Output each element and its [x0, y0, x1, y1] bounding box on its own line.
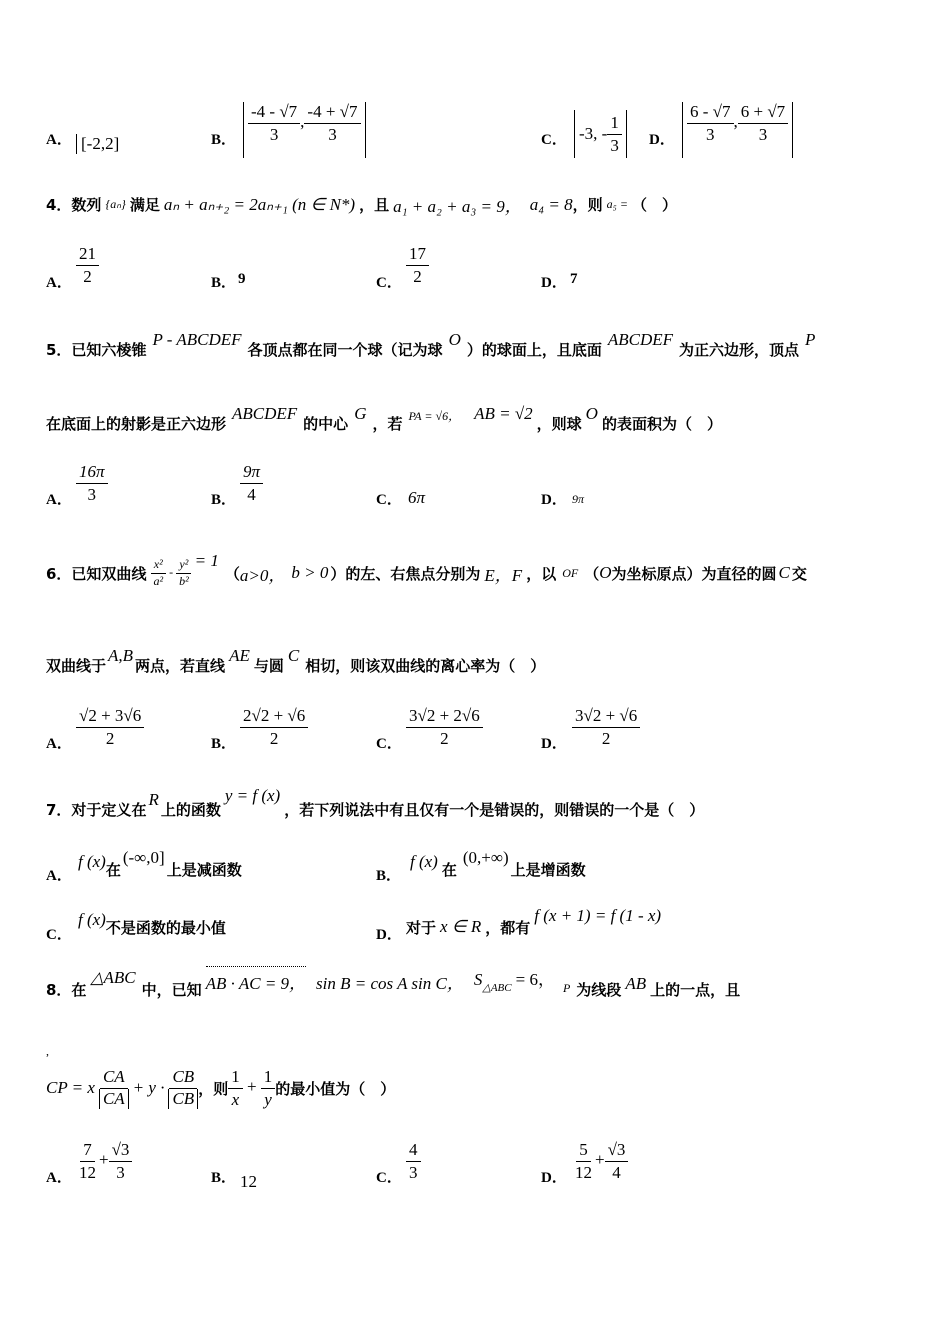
- q8-option-b-value: 12: [240, 1172, 257, 1191]
- q7-option-a: [78, 848, 242, 882]
- q6-option-b-num: 2√2 + √6: [240, 706, 308, 728]
- q3-option-d-num1: 6 - √7: [687, 102, 734, 124]
- q5-base: ABCDEF: [607, 330, 674, 349]
- q4-option-b-label: B．: [211, 275, 237, 291]
- q4-option-c-label: C．: [376, 275, 402, 291]
- q4-option-d-value: 7: [570, 271, 578, 287]
- q7-option-d: [406, 906, 661, 940]
- q6-option-c-label: C．: [376, 736, 402, 752]
- q3-option-d-value: $\frac{6 - √7}{3}$ , $\frac{6 + √7}{3}$: [682, 102, 793, 158]
- q8-comma: ,: [46, 1044, 49, 1058]
- q6-text-3: （: [584, 564, 600, 583]
- q8-cb-den: CB: [168, 1089, 198, 1109]
- q8-option-d-label: D．: [541, 1170, 567, 1186]
- q8-one-a: 1: [228, 1067, 243, 1089]
- q4-text-2: ，且: [359, 196, 390, 214]
- q3-option-b-value: $\frac{-4 - √7}{3}$ , $\frac{-4 + √7}{3}$: [243, 102, 366, 158]
- q7-option-b: [410, 848, 586, 882]
- q8-option-c-num: 4: [406, 1140, 421, 1162]
- q8-ca-frac: [99, 1067, 129, 1108]
- q5-text-3: 为正六边形，顶点: [679, 341, 800, 359]
- q5-line-1: [46, 330, 815, 360]
- q3-option-d-label: D．: [649, 132, 675, 148]
- q8-option-a-n1: 7: [80, 1140, 95, 1162]
- q6-line2-text-3: 与圆: [253, 657, 284, 675]
- q5-option-a-label: A．: [46, 492, 72, 508]
- q3-option-d-den2: 3: [758, 124, 768, 144]
- q7-text-1: 上的函数: [160, 801, 221, 819]
- q8-option-c-den: 3: [409, 1162, 418, 1182]
- q3-option-b-num2: -4 + √7: [304, 102, 360, 124]
- q7-option-a-fx: f (x): [78, 852, 106, 871]
- q7-option-b-text-2: 上是增函数: [510, 861, 586, 879]
- q8-option-c-label: C．: [376, 1170, 402, 1186]
- q7-option-b-fx: f (x): [410, 852, 438, 871]
- q6-option-d-label: D．: [541, 736, 567, 752]
- q4-formula-1: aₙ + aₙ₊₂ = 2aₙ₊₁ (n ∈ N*): [163, 194, 356, 214]
- q4-option-c-num: 17: [406, 244, 429, 266]
- q3-option-c-value: [574, 110, 627, 158]
- q5-pyramid: P - ABCDEF: [152, 330, 242, 349]
- q6-y-num: y²: [176, 558, 191, 574]
- q6-text-2: ，以: [526, 564, 557, 583]
- q8-area-sub: △ABC: [482, 982, 512, 994]
- q8-cb-num: CB: [169, 1067, 197, 1089]
- q6-line2-text-1: 双曲线于: [46, 657, 107, 675]
- q6-cond-b: b > 0: [291, 563, 329, 582]
- q5-pa: PA = √6，: [408, 409, 461, 423]
- q4-option-a-den: 2: [83, 266, 92, 286]
- q6-cond-open: （: [224, 564, 240, 583]
- q7-option-c-text-2: 不是函数的最小值: [105, 919, 226, 937]
- q4-option-c-value: [406, 244, 429, 286]
- q6-option-c-den: 2: [440, 728, 449, 748]
- q8-ca-den: CA: [99, 1089, 129, 1109]
- q8-area: S: [473, 970, 483, 989]
- q5-option-a-value: [76, 462, 108, 504]
- q3-option-a-label: A．: [46, 132, 72, 148]
- q7-option-d-text-2: ，都有: [485, 919, 531, 937]
- q8-option-d-d1: 12: [575, 1162, 592, 1182]
- q8-segment-ab: AB: [625, 974, 647, 993]
- q5-option-a-num: 16π: [76, 462, 108, 484]
- q8-option-a-value: $\frac{7}{12}$ + $\frac{√3}{3}$: [76, 1140, 132, 1182]
- q8-line-2: [46, 1058, 395, 1118]
- q8-x: x: [231, 1089, 240, 1109]
- q6-ae: AE: [229, 646, 250, 665]
- q8-one-b: 1: [261, 1067, 276, 1089]
- q7-option-b-text-1: 在: [441, 861, 457, 879]
- q5-sphere-o-2: O: [585, 404, 598, 423]
- q6-of: OF: [562, 565, 579, 580]
- q7-option-d-text-1: 对于: [406, 919, 437, 937]
- q8-area-value: = 6，: [515, 970, 555, 989]
- q5-line2-text-4: ，则球: [536, 415, 582, 433]
- q6-equation: $\frac{\text{x²}}{\text{a²}}$ - $\frac{\text{y²}}{\text{b²}}$ = 1: [150, 558, 218, 589]
- q5-text-1: 各顶点都在同一个球（记为球: [247, 341, 443, 359]
- q3-option-c-val1: -3, -: [579, 124, 608, 143]
- q5-vertex-p: P: [805, 330, 816, 349]
- q3-option-b-den1: 3: [269, 124, 279, 144]
- q8-option-d-d2: 4: [612, 1162, 621, 1182]
- q8-option-c-value: [406, 1140, 421, 1182]
- q6-option-d-den: 2: [601, 728, 611, 748]
- q8-point-p: P: [562, 981, 571, 995]
- q5-base-2: ABCDEF: [232, 404, 298, 423]
- q6-option-d-num: 3√2 + √6: [572, 706, 640, 728]
- q6-prefix: 6．已知双曲线: [46, 564, 147, 583]
- q8-text-4: ，则: [198, 1079, 229, 1098]
- q3-option-c-fn: 1: [607, 113, 622, 135]
- q8-dot-product: AB · AC = 9，: [206, 966, 306, 994]
- q5-line2-text-5: 的表面积为（ ）: [601, 415, 722, 433]
- q7-option-c-fx: f (x): [78, 910, 106, 929]
- q8-recip-sum: $\frac{1}{x}$ + $\frac{1}{y}$: [228, 1067, 275, 1109]
- q5-option-a-den: 3: [87, 484, 97, 504]
- q6-cond-a: a>0，: [239, 565, 286, 585]
- q8-cb-frac: [168, 1067, 198, 1108]
- q7-option-c: [78, 906, 226, 940]
- q3-option-d-num2: 6 + √7: [738, 102, 788, 124]
- q8-text-3: 上的一点，且: [650, 981, 741, 999]
- q3-option-b-label: B．: [211, 132, 237, 148]
- q6-origin: O: [599, 563, 612, 582]
- q5-line-2: [46, 404, 722, 434]
- q4-formula-3: a₄ = 8: [529, 194, 573, 214]
- q7-option-b-label: B．: [376, 868, 402, 884]
- q6-text-4: 为坐标原点）为直径的圆: [611, 564, 777, 583]
- q8-text-1: 中，已知: [141, 981, 202, 999]
- q4-option-a-num: 21: [76, 244, 99, 266]
- q5-text-2: ）的球面上，且底面: [466, 341, 602, 359]
- q3-option-d-den1: 3: [706, 124, 715, 144]
- q6-option-a-label: A．: [46, 736, 72, 752]
- q5-option-d-label: D．: [541, 492, 567, 508]
- q8-text-2: 为线段: [576, 981, 622, 999]
- q5-sphere-o: O: [448, 330, 461, 349]
- q6-option-a-num: √2 + 3√6: [76, 706, 144, 728]
- q6-line-1: [46, 550, 807, 596]
- q6-line-2: [46, 646, 545, 676]
- q7-option-d-label: D．: [376, 927, 402, 943]
- q7-r: R: [148, 790, 159, 809]
- q6-option-d-value: [572, 706, 640, 748]
- q8-line-1: [46, 966, 740, 1002]
- q7-text-2: ，若下列说法中有且仅有一个是错误的，则错误的一个是（ ）: [284, 801, 705, 819]
- q6-circle-c: C: [778, 563, 790, 582]
- q4-text-1: 满足: [129, 196, 160, 214]
- q7-stem: [46, 786, 705, 820]
- q8-option-a-d1: 12: [79, 1162, 96, 1182]
- q3-option-b-num1: -4 - √7: [248, 102, 300, 124]
- q6-foci: E，F: [484, 565, 523, 585]
- q8-sin-relation: sin B = cos A sin C，: [316, 974, 464, 993]
- q4-sequence: {aₙ}: [105, 197, 126, 211]
- q7-option-a-interval: (-∞,0]: [122, 848, 165, 867]
- q7-prefix: 7．对于定义在: [46, 801, 147, 819]
- q5-option-c-value: 6π: [408, 488, 426, 507]
- q8-option-b-label: B．: [211, 1170, 237, 1186]
- q7-option-a-text-1: 在: [105, 861, 121, 879]
- q5-center-g: G: [354, 404, 367, 423]
- q7-option-d-cond: x ∈ R: [440, 917, 482, 936]
- q7-option-c-label: C．: [46, 927, 72, 943]
- q6-option-c-value: [406, 706, 483, 748]
- q7-function: y = f (x): [224, 786, 281, 805]
- q6-line2-text-4: 相切，则该双曲线的离心率为（ ）: [305, 657, 546, 675]
- q6-option-a-den: 2: [105, 728, 115, 748]
- q4-option-b-value: 9: [238, 271, 246, 287]
- q6-line2-text-2: 两点，若直线: [135, 657, 226, 675]
- q5-line2-text-3: ，若: [372, 415, 403, 433]
- q8-option-d-n1: 5: [576, 1140, 591, 1162]
- q5-option-d-value: 9π: [572, 492, 585, 506]
- q8-option-d-n2: √3: [605, 1140, 629, 1162]
- q6-option-b-label: B．: [211, 736, 237, 752]
- q7-option-a-text-2: 上是减函数: [166, 861, 242, 879]
- q4-stem: [46, 192, 677, 217]
- q8-text-5: 的最小值为（ ）: [275, 1079, 396, 1098]
- q8-plus-y: + y ·: [132, 1078, 165, 1097]
- q6-y-den: b²: [179, 573, 189, 588]
- q4-formula-2: a₁ + a₂ + a₃ = 9，: [393, 197, 522, 216]
- q5-option-c-label: C．: [376, 492, 402, 508]
- q8-option-a-d2: 3: [116, 1162, 125, 1182]
- q7-option-a-label: A．: [46, 868, 72, 884]
- q8-y: y: [264, 1089, 272, 1109]
- q6-rhs: = 1: [194, 550, 219, 570]
- q6-option-b-value: [240, 706, 308, 748]
- q5-ab: AB = √2: [474, 404, 533, 423]
- q3-option-c-fd: 3: [610, 135, 619, 155]
- q8-option-a-n2: √3: [109, 1140, 133, 1162]
- q6-circle-c-2: C: [287, 646, 300, 665]
- q6-option-a-value: [76, 706, 144, 748]
- q4-text-4: （ ）: [631, 196, 677, 214]
- q4-text-3: ，则: [572, 196, 603, 214]
- q7-option-b-interval: (0,+∞): [462, 848, 509, 867]
- q5-option-b-label: B．: [211, 492, 237, 508]
- q6-x-den: a²: [153, 573, 164, 588]
- q5-prefix: 5．已知六棱锥: [46, 341, 147, 359]
- q4-option-a-label: A．: [46, 275, 72, 291]
- q5-option-b-den: 4: [247, 484, 256, 504]
- q7-option-d-eq: f (x + 1) = f (1 - x): [534, 906, 662, 925]
- q5-line2-text-2: 的中心: [303, 415, 349, 433]
- q6-text-1: ）的左、右焦点分别为: [330, 564, 481, 583]
- q8-ca-num: CA: [100, 1067, 128, 1089]
- q3-option-c-label: C．: [541, 132, 567, 148]
- q6-text-5: 交: [791, 564, 807, 583]
- q6-option-c-num: 3√2 + 2√6: [406, 706, 483, 728]
- q4-prefix: 4．数列: [46, 196, 102, 214]
- q4-option-a-value: [76, 244, 99, 286]
- q5-option-b-num: 9π: [240, 462, 263, 484]
- q8-option-a-label: A．: [46, 1170, 72, 1186]
- q6-ab: A,B: [108, 646, 134, 665]
- q3-option-a-value: [76, 134, 123, 154]
- q6-option-b-den: 2: [269, 728, 279, 748]
- q8-cp: CP = x: [46, 1078, 95, 1097]
- q5-line2-text-1: 在底面上的射影是正六边形: [46, 415, 227, 433]
- q4-formula-4: a₅ =: [606, 197, 628, 211]
- q3-option-a-interval: [-2,2]: [76, 134, 123, 154]
- q4-option-d-label: D．: [541, 275, 567, 291]
- q6-x-num: x²: [151, 558, 166, 574]
- q5-option-b-value: [240, 462, 263, 504]
- q8-triangle: △ABC: [90, 968, 136, 987]
- q8-prefix: 8．在: [46, 981, 87, 999]
- q4-option-c-den: 2: [413, 266, 422, 286]
- q3-option-b-den2: 3: [328, 124, 337, 144]
- q8-option-d-value: $\frac{5}{12}$ + $\frac{√3}{4}$: [572, 1140, 628, 1182]
